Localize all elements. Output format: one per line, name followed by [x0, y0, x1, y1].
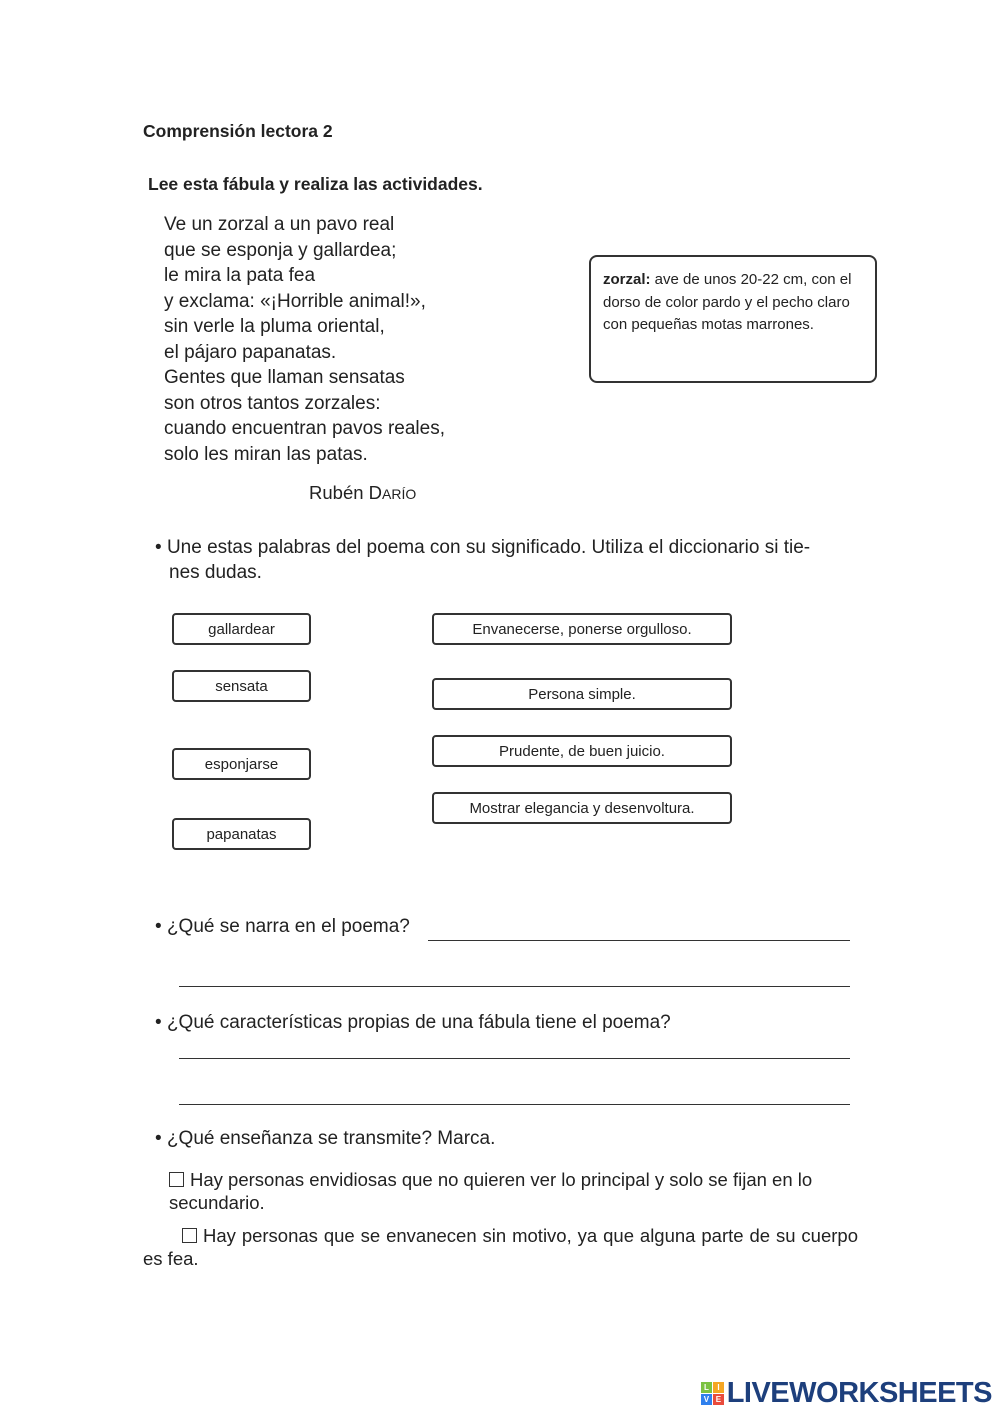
instruction: Lee esta fábula y realiza las actividades. [148, 174, 483, 194]
option-2 [143, 1224, 858, 1270]
option-1 [169, 1168, 859, 1214]
meaning-box[interactable]: Envanecerse, ponerse orgulloso. [432, 613, 732, 645]
checkbox[interactable] [169, 1172, 184, 1187]
worksheet-title: Comprensión lectora 2 [143, 121, 333, 141]
poem-line: Gentes que llaman sensatas [164, 367, 405, 388]
bullet: • [155, 1128, 162, 1149]
answer-1-line-1[interactable] [428, 916, 850, 941]
poem-line: sin verle la pluma oriental, [164, 316, 385, 337]
meaning-box[interactable]: Prudente, de buen juicio. [432, 735, 732, 767]
poem-line: el pájaro papanatas. [164, 341, 337, 363]
question-text: ¿Qué características propias de una fábula tiene el poema? [166, 1012, 671, 1033]
poem-line: y exclama: «¡Horrible animal!», [164, 290, 426, 312]
answer-2-line-1[interactable] [179, 1034, 850, 1059]
word-box-esponjarse[interactable]: esponjarse [172, 748, 311, 780]
poem-line: cuando encuentran pavos reales, [164, 418, 445, 439]
word-box-sensata[interactable]: sensata [172, 670, 311, 702]
poem-author [309, 482, 416, 504]
answer-1-line-2[interactable] [179, 962, 850, 987]
definition-term: zorzal: [603, 271, 651, 288]
liveworksheets-logo [701, 1377, 992, 1410]
logo-text: LIVEWORKSHEETS [726, 1377, 992, 1409]
answer-2-line-2[interactable] [179, 1080, 850, 1105]
logo-letter: I [713, 1382, 724, 1393]
question-2 [155, 1012, 671, 1034]
logo-letter: E [713, 1394, 724, 1405]
checkbox[interactable] [182, 1228, 197, 1243]
bullet: • [155, 916, 162, 937]
option-text: Hay personas que se envanecen sin motivo, ya que alguna parte de su cuerpo es fea. [143, 1225, 858, 1269]
prompt-text: Une estas palabras del poema con su significado. Utiliza el diccionario si tie- [166, 537, 811, 558]
author-first: Rubén [309, 482, 364, 503]
bullet: • [155, 1012, 162, 1033]
meaning-box[interactable]: Persona simple. [432, 678, 732, 710]
logo-letter: V [701, 1394, 712, 1405]
question-text: ¿Qué enseñanza se transmite? Marca. [166, 1128, 496, 1149]
author-rest: ARÍO [382, 486, 417, 502]
word-box-papanatas[interactable]: papanatas [172, 818, 311, 850]
option-text: Hay personas envidiosas que no quieren ver lo principal y solo se fijan en lo secundario. [169, 1169, 813, 1213]
question-1 [155, 916, 410, 938]
activity1-prompt [155, 535, 810, 585]
logo-letter: L [701, 1382, 712, 1393]
question-text: ¿Qué se narra en el poema? [166, 916, 410, 937]
word-box-gallardear[interactable]: gallardear [172, 613, 311, 645]
bullet: • [155, 537, 162, 558]
author-initial: D [368, 482, 383, 503]
definition-box [589, 255, 877, 383]
logo-icon [701, 1382, 724, 1405]
prompt-text-2: nes dudas. [169, 562, 262, 583]
poem-line: son otros tantos zorzales: [164, 392, 381, 414]
poem-line: Ve un zorzal a un pavo real [164, 214, 395, 235]
question-3 [155, 1128, 495, 1150]
poem-line: solo les miran las patas. [164, 443, 368, 465]
poem-line: le mira la pata fea [164, 265, 316, 286]
meaning-box[interactable]: Mostrar elegancia y desenvoltura. [432, 792, 732, 824]
poem-line: que se esponja y gallardea; [164, 239, 397, 261]
definition-text: ave de unos 20-22 cm, con el dorso de color pardo y el pecho claro con pequeñas motas marrones. [603, 271, 852, 333]
poem [164, 212, 445, 467]
